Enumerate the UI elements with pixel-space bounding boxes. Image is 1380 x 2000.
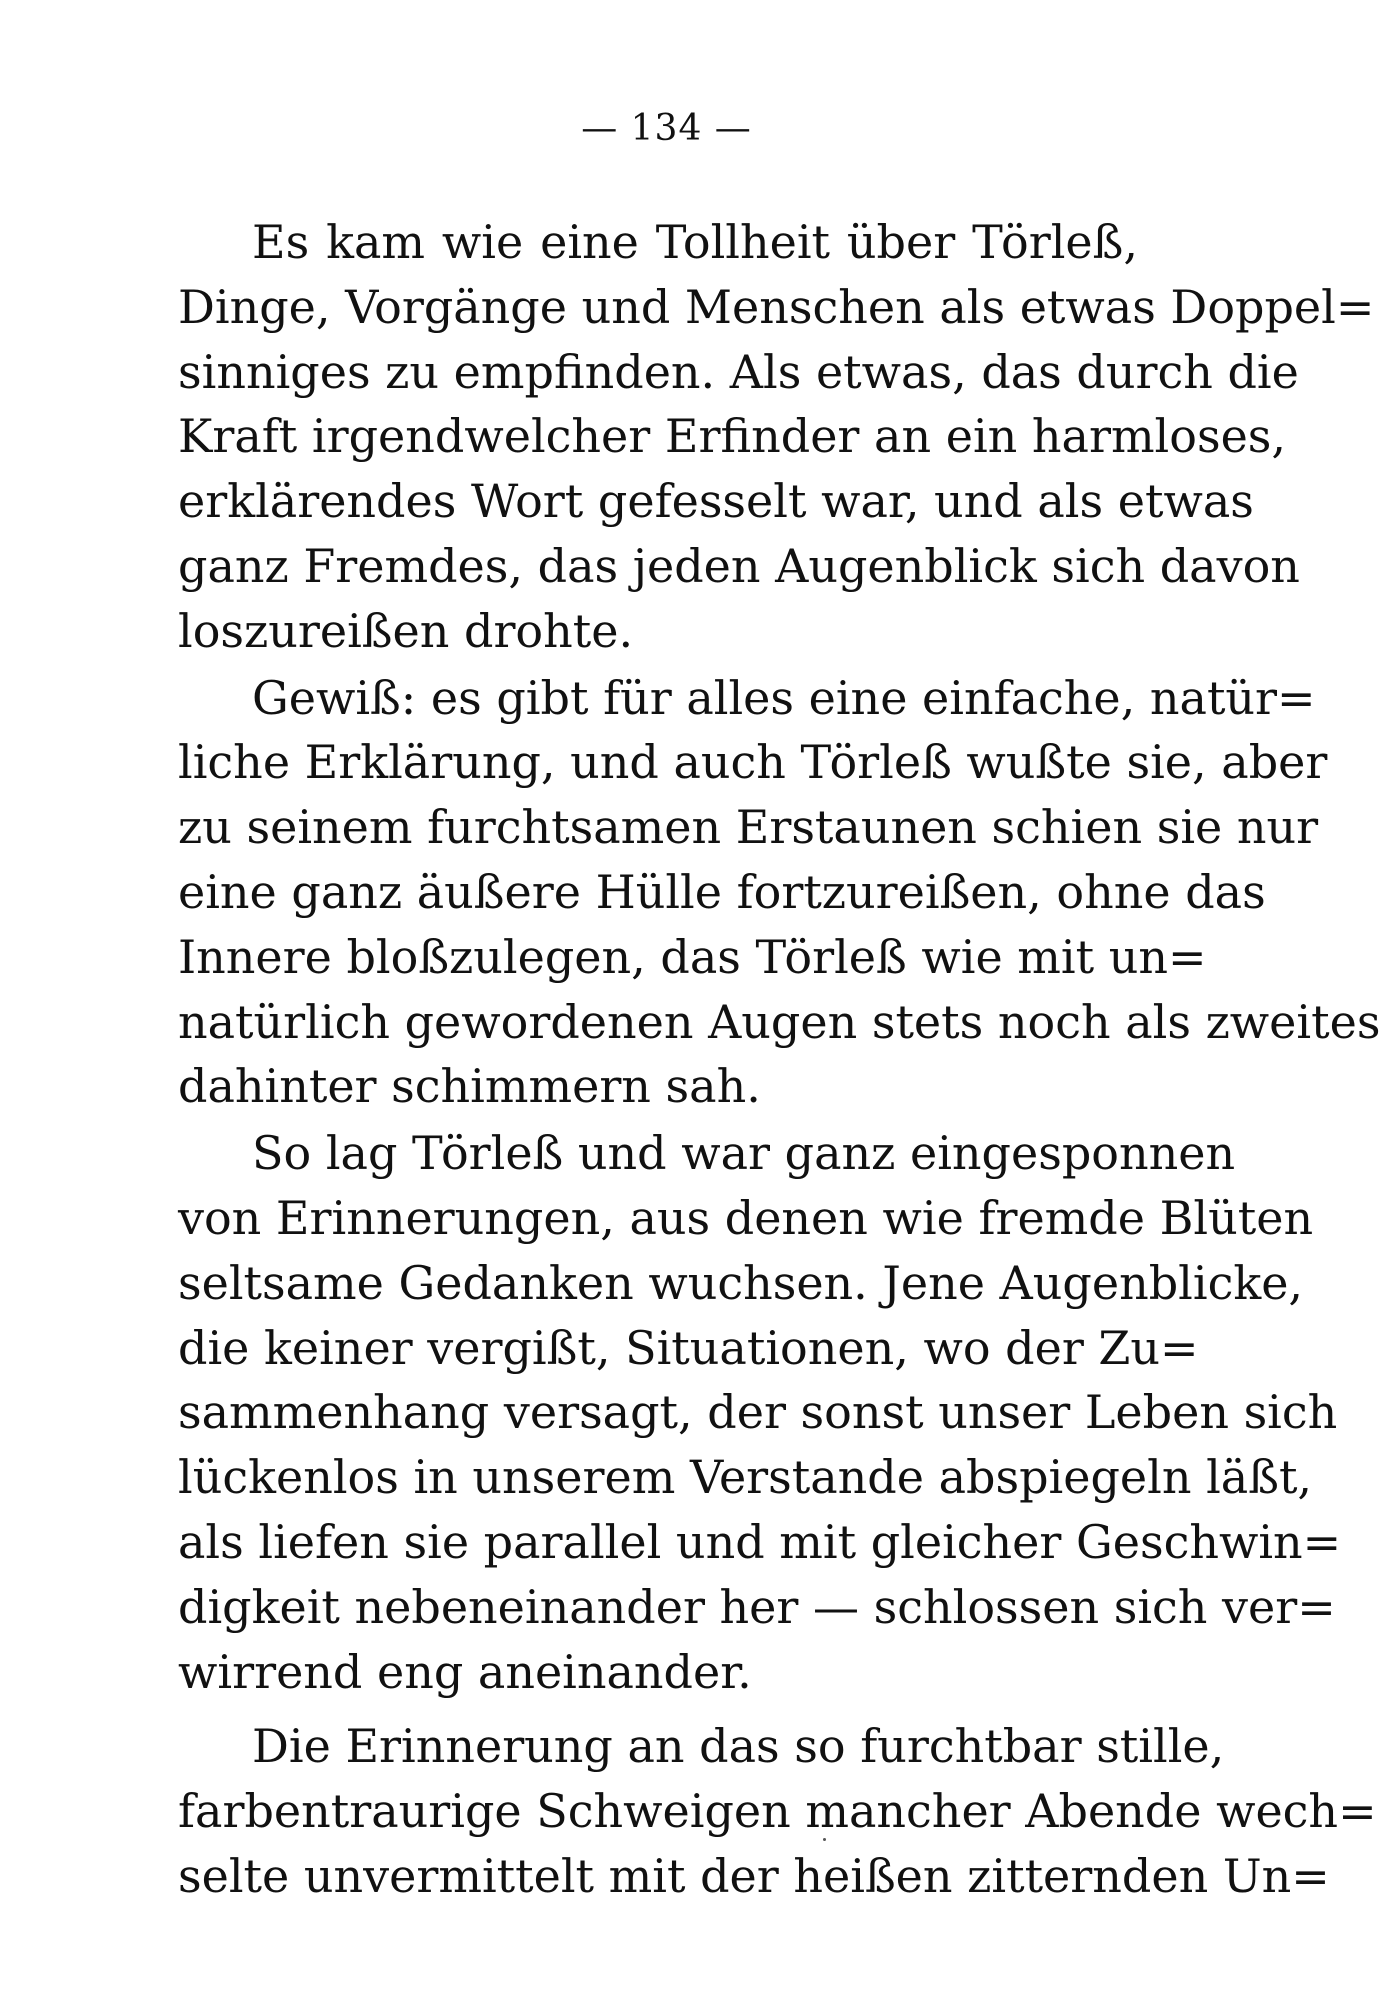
text-line: ganz Fremdes, das jeden Augenblick sich davon xyxy=(178,538,1300,593)
text-line: Die Erinnerung an das so furchtbar stille, xyxy=(252,1719,1225,1774)
text-line: Innere bloßzulegen, das Törleß wie mit un= xyxy=(178,929,1207,984)
text-line: die keiner vergißt, Situationen, wo der Zu= xyxy=(178,1320,1199,1375)
text-line: lückenlos in unserem Verstande abspiegeln läßt, xyxy=(178,1450,1313,1505)
text-line: seltsame Gedanken wuchsen. Jene Augenblicke, xyxy=(178,1255,1304,1310)
text-line: Dinge, Vorgänge und Menschen als etwas Doppel= xyxy=(178,279,1375,334)
text-line: liche Erklärung, und auch Törleß wußte sie, aber xyxy=(178,735,1328,790)
text-line: Es kam wie eine Tollheit über Törleß, xyxy=(252,215,1138,269)
text-line: dahinter schimmern sah. xyxy=(178,1059,761,1114)
text-line: farbentraurige Schweigen mancher Abende wech= xyxy=(178,1784,1377,1839)
text-line: So lag Törleß und war ganz eingesponnen xyxy=(252,1126,1236,1181)
print-speck xyxy=(823,1838,826,1841)
text-line: natürlich gewordenen Augen stets noch als zweites xyxy=(178,994,1380,1049)
text-line: Gewiß: es gibt für alles eine einfache, natür= xyxy=(252,670,1316,725)
page-number: — 134 — xyxy=(581,108,752,149)
paragraph-1 xyxy=(178,210,1375,664)
text-line: digkeit nebeneinander her — schlossen sich ver= xyxy=(178,1579,1336,1634)
text-line: selte unvermittelt mit der heißen zitternden Un= xyxy=(178,1848,1330,1903)
paragraph-2 xyxy=(178,666,1380,1120)
text-line: eine ganz äußere Hülle fortzureißen, ohne das xyxy=(178,864,1266,919)
text-line: von Erinnerungen, aus denen wie fremde Blüten xyxy=(178,1190,1314,1245)
paragraph-4 xyxy=(178,1714,1377,1908)
text-line: sinniges zu empfinden. Als etwas, das durch die xyxy=(178,344,1299,399)
text-line: loszureißen drohte. xyxy=(178,603,634,658)
text-line: Kraft irgendwelcher Erfinder an ein harmloses, xyxy=(178,409,1287,464)
paragraph-3 xyxy=(178,1121,1342,1704)
text-line: wirrend eng aneinander. xyxy=(178,1644,752,1699)
body-text xyxy=(178,210,1380,1909)
text-line: zu seinem furchtsamen Erstaunen schien sie nur xyxy=(178,800,1319,855)
text-line: sammenhang versagt, der sonst unser Leben sich xyxy=(178,1385,1338,1440)
text-line: erklärendes Wort gefesselt war, und als etwas xyxy=(178,474,1254,529)
text-line: als liefen sie parallel und mit gleicher Geschwin= xyxy=(178,1514,1342,1569)
